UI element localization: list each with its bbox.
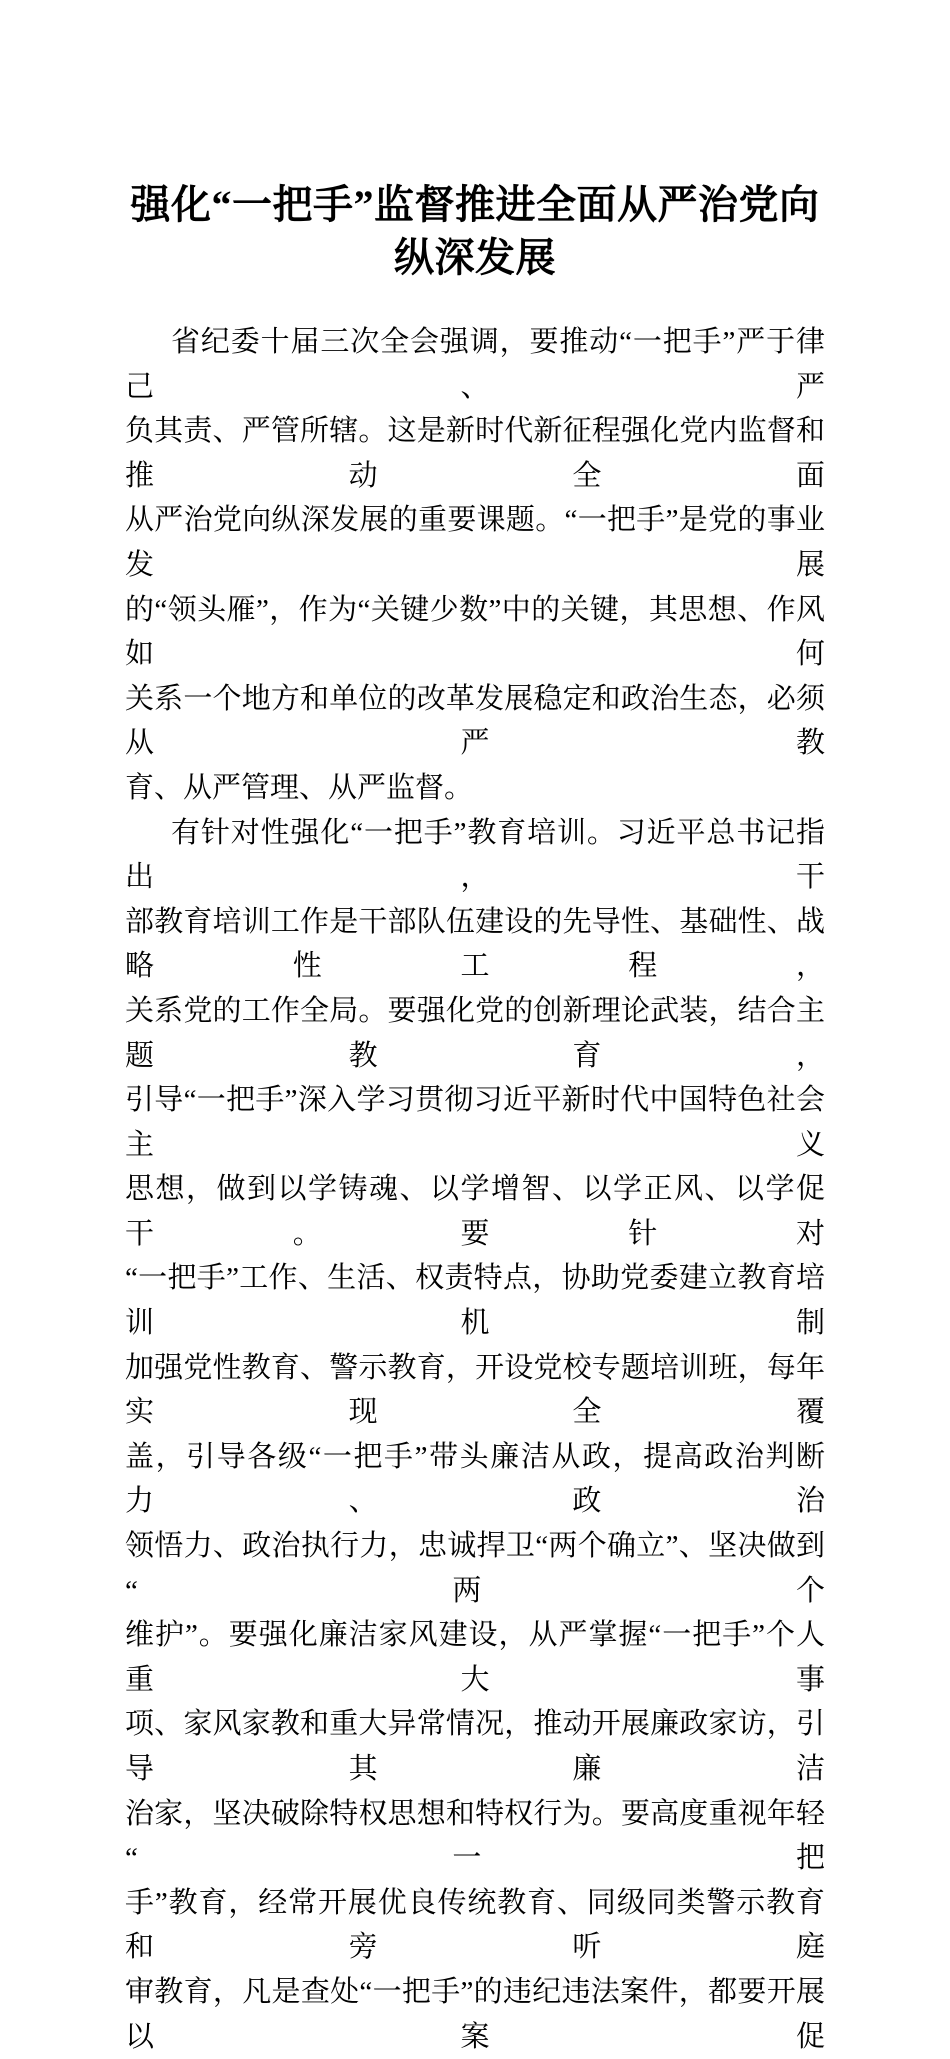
document-body [125, 320, 825, 2059]
text-line: 负其责、严管所辖。这是新时代新征程强化党内监督和推动全面 [125, 415, 825, 492]
text-line: 关系党的工作全局。要强化党的创新理论武装，结合主题教育， [125, 994, 825, 1072]
text-line: 从严治党向纵深发展的重要课题。“一把手”是党的事业发展 [125, 504, 825, 581]
text-line: 的“领头雁”，作为“关键少数”中的关键，其思想、作风如何 [125, 593, 825, 671]
paragraph-2 [125, 811, 825, 2059]
document-title-line-2: 纵深发展 [394, 235, 556, 280]
text-line: 育、从严管理、从严监督。 [125, 771, 474, 804]
text-line: 手”教育，经常开展优良传统教育、同级同类警示教育和旁听庭 [125, 1886, 825, 1964]
text-line: 有针对性强化“一把手”教育培训。习近平总书记指出，干 [125, 816, 825, 894]
paragraph-1 [125, 320, 825, 811]
text-line: 治家，坚决破除特权思想和特权行为。要高度重视年轻“一把 [125, 1797, 825, 1875]
text-line: 思想，做到以学铸魂、以学增智、以学正风、以学促干。要针对 [125, 1173, 825, 1250]
text-line: 领悟力、政治执行力，忠诚捍卫“两个确立”、坚决做到“两个 [125, 1530, 825, 1607]
document-title-line-1: 强化“一把手”监督推进全面从严治党向 [130, 182, 820, 227]
text-line: 维护”。要强化廉洁家风建设，从严掌握“一把手”个人重大事 [125, 1619, 825, 1696]
text-line: 引导“一把手”深入学习贯彻习近平新时代中国特色社会主义 [125, 1084, 825, 1161]
text-line: 项、家风家教和重大异常情况，推动开展廉政家访，引导其廉洁 [125, 1708, 825, 1785]
text-line: 加强党性教育、警示教育，开设党校专题培训班，每年实现全覆 [125, 1351, 825, 1429]
text-line: 盖，引导各级“一把手”带头廉洁从政，提高政治判断力、政治 [125, 1440, 825, 1518]
text-line: “一把手”工作、生活、权责特点，协助党委建立教育培训机制 [125, 1262, 825, 1340]
text-line: 审教育，凡是查处“一把手”的违纪违法案件，都要开展以案促 [125, 1975, 825, 2053]
document-title [125, 178, 825, 284]
text-line: 省纪委十届三次全会强调，要推动“一把手”严于律己、严 [125, 326, 825, 403]
text-line: 部教育培训工作是干部队伍建设的先导性、基础性、战略性工程， [125, 905, 825, 983]
text-line: 关系一个地方和单位的改革发展稳定和政治生态，必须从严教 [125, 682, 825, 760]
